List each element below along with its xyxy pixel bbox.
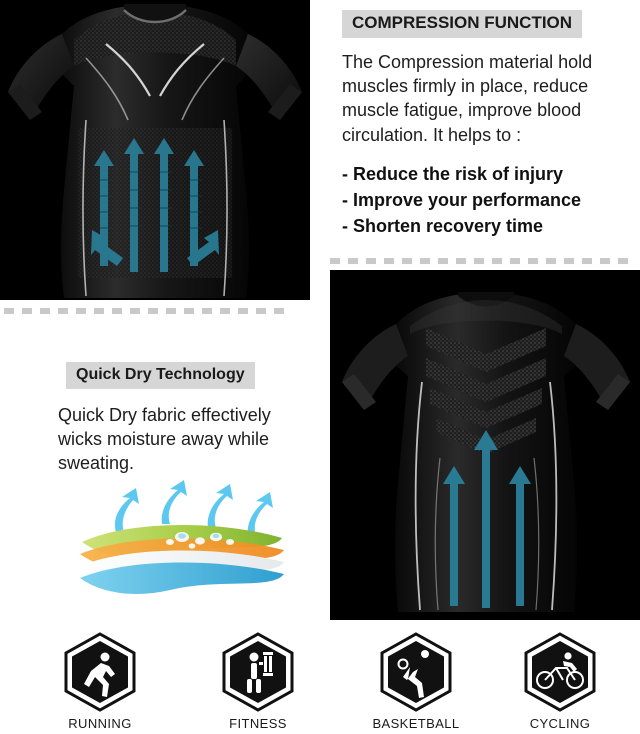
benefit-item: - Reduce the risk of injury bbox=[342, 163, 564, 184]
compression-function-section bbox=[330, 0, 640, 248]
activity-item-cycling bbox=[490, 632, 630, 731]
activity-item-running bbox=[30, 632, 170, 731]
product-photo-back bbox=[330, 270, 640, 620]
shirt-back-illustration bbox=[330, 270, 640, 620]
quick-dry-section bbox=[0, 320, 310, 620]
fitness-icon bbox=[221, 632, 295, 712]
basketball-icon bbox=[379, 632, 453, 712]
compression-heading: COMPRESSION FUNCTION bbox=[342, 10, 582, 38]
activity-item-fitness bbox=[188, 632, 328, 731]
running-icon bbox=[63, 632, 137, 712]
dotted-divider-left bbox=[4, 308, 290, 314]
activity-label: FITNESS bbox=[229, 716, 287, 731]
shirt-front-illustration bbox=[0, 0, 310, 300]
fabric-layers-illustration bbox=[70, 480, 300, 600]
activity-label: BASKETBALL bbox=[372, 716, 460, 731]
benefit-item: - Improve your performance bbox=[342, 189, 582, 210]
quick-dry-paragraph: Quick Dry fabric effectively wicks moisture away while sweating. bbox=[58, 404, 271, 474]
compression-benefit-list bbox=[342, 161, 640, 239]
compression-paragraph: The Compression material hold muscles firmly in place, reduce muscle fatigue, improve blood circulation. It helps to : bbox=[342, 51, 593, 145]
activity-label: RUNNING bbox=[68, 716, 132, 731]
activity-item-basketball bbox=[346, 632, 486, 731]
quick-dry-heading: Quick Dry Technology bbox=[66, 362, 255, 389]
cycling-icon bbox=[523, 632, 597, 712]
activity-icons-strip bbox=[0, 620, 640, 734]
product-photo-front bbox=[0, 0, 310, 300]
benefit-item: - Shorten recovery time bbox=[342, 216, 544, 237]
dotted-divider-right bbox=[330, 258, 630, 264]
activity-label: CYCLING bbox=[529, 716, 591, 731]
